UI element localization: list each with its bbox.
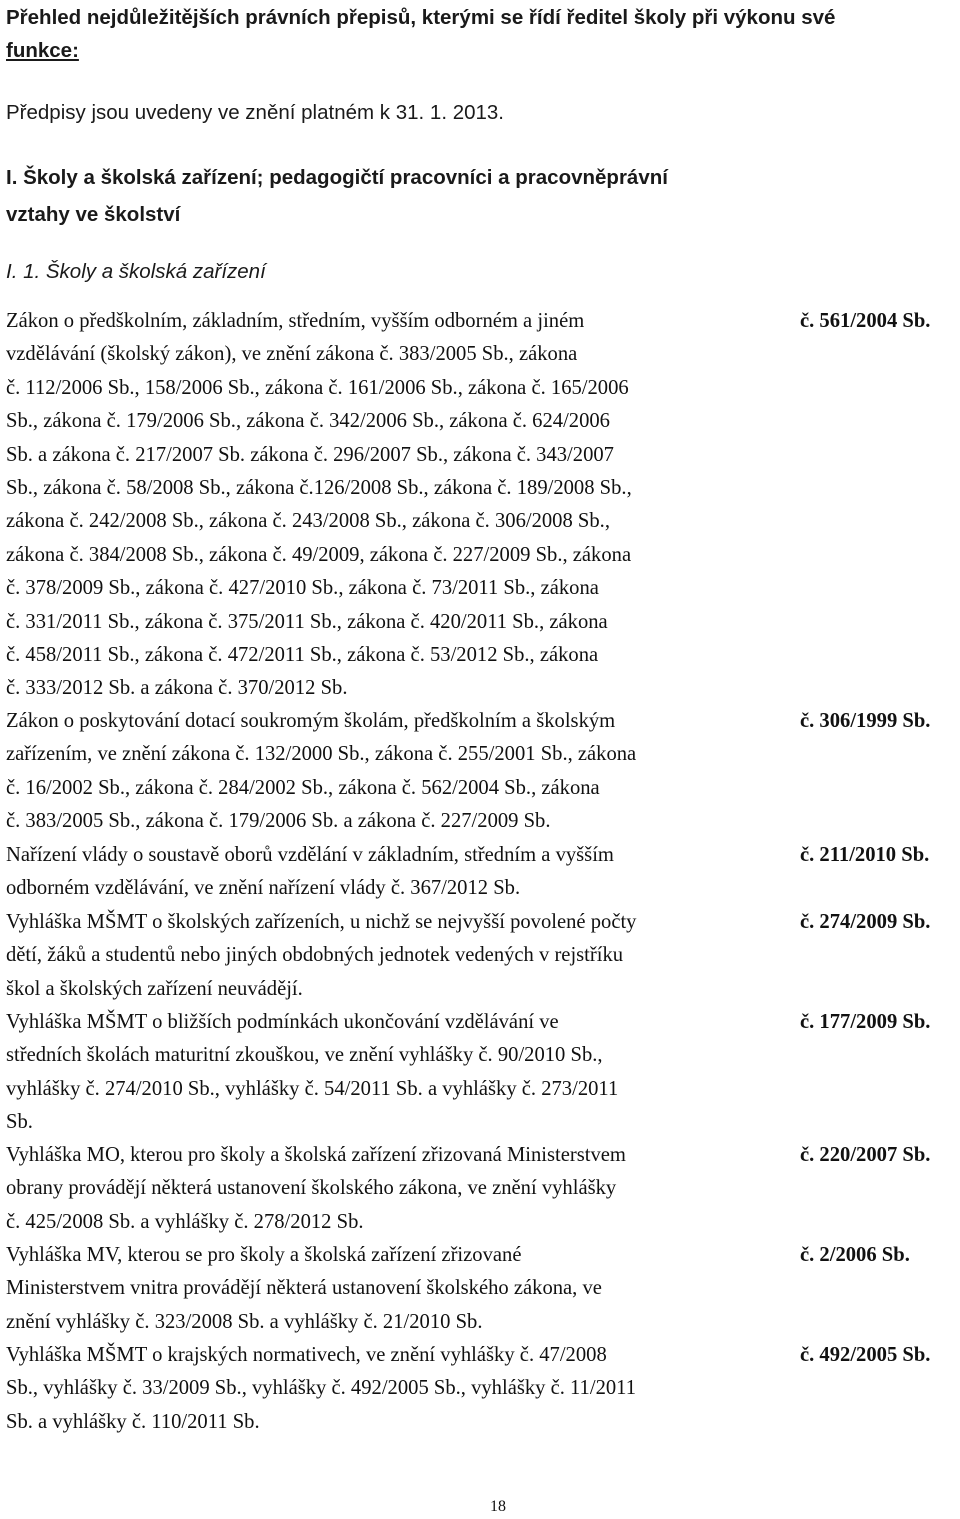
regulation-line: zákona č. 242/2008 Sb., zákona č. 243/2008 Sb., zákona č. 306/2008 Sb., [6,510,610,533]
regulation-line: č. 458/2011 Sb., zákona č. 472/2011 Sb., zákona č. 53/2012 Sb., zákona [6,644,599,667]
regulation-line: Sb., zákona č. 179/2006 Sb., zákona č. 342/2006 Sb., zákona č. 624/2006 [6,410,610,433]
page-heading-line-1: Přehled nejdůležitějších právních přepisů, kterými se řídí ředitel školy při výkonu své [6,6,836,29]
regulation-line: Zákon o poskytování dotací soukromým školám, předškolním a školským [6,710,616,732]
regulation-line: Sb., vyhlášky č. 33/2009 Sb., vyhlášky č. 492/2005 Sb., vyhlášky č. 11/2011 [6,1377,636,1400]
regulation-line: Ministerstvem vnitra provádějí některá ustanovení školského zákona, ve [6,1277,602,1300]
regulation-line: vyhlášky č. 274/2010 Sb., vyhlášky č. 54/2011 Sb. a vyhlášky č. 273/2011 [6,1077,619,1100]
regulation-line: znění vyhlášky č. 323/2008 Sb. a vyhlášky č. 21/2010 Sb. [6,1310,483,1333]
regulation-text-3 [6,839,786,906]
regulation-line: č. 16/2002 Sb., zákona č. 284/2002 Sb., zákona č. 562/2004 Sb., zákona [6,776,600,799]
regulation-line: obrany provádějí některá ustanovení školského zákona, ve znění vyhlášky [6,1177,617,1200]
regulation-line: středních školách maturitní zkouškou, ve znění vyhlášky č. 90/2010 Sb., [6,1044,603,1067]
regulation-line: č. 331/2011 Sb., zákona č. 375/2011 Sb., zákona č. 420/2011 Sb., zákona [6,610,608,633]
regulation-line: č. 333/2012 Sb. a zákona č. 370/2012 Sb. [6,677,348,700]
regulation-line: Sb., zákona č. 58/2008 Sb., zákona č.126/2008 Sb., zákona č. 189/2008 Sb., [6,477,632,500]
regulation-line: Sb. a vyhlášky č. 110/2011 Sb. [6,1410,260,1433]
regulation-line: Zákon o předškolním, základním, středním, vyšším odborném a jiném [6,310,585,332]
section-title-line-2: vztahy ve školství [6,203,181,226]
page-number: 18 [490,1498,506,1515]
regulation-ref-6: č. 220/2007 Sb. [800,1144,931,1166]
regulation-text-1 [6,305,786,706]
page-heading-line-2: funkce: [6,39,79,62]
regulation-line: Vyhláška MŠMT o školských zařízeních, u nichž se nejvyšší povolené počty [6,911,637,933]
regulation-line: Vyhláška MO, kterou pro školy a školská zařízení zřizovaná Ministerstvem [6,1144,626,1166]
regulation-line: č. 112/2006 Sb., 158/2006 Sb., zákona č. 161/2006 Sb., zákona č. 165/2006 [6,376,629,399]
regulation-text-8 [6,1339,786,1439]
regulation-line: č. 425/2008 Sb. a vyhlášky č. 278/2012 Sb. [6,1210,364,1233]
regulation-ref-4: č. 274/2009 Sb. [800,911,931,933]
regulation-line: č. 383/2005 Sb., zákona č. 179/2006 Sb. a zákona č. 227/2009 Sb. [6,810,551,833]
section-title [6,159,866,233]
regulation-line: škol a školských zařízení neuvádějí. [6,977,303,1000]
regulation-line: Sb. a zákona č. 217/2007 Sb. zákona č. 296/2007 Sb., zákona č. 343/2007 [6,443,614,466]
regulation-ref-5: č. 177/2009 Sb. [800,1011,931,1033]
regulation-text-4 [6,906,786,1006]
regulation-line: Nařízení vlády o soustavě oborů vzdělání v základním, středním a vyšším [6,844,614,866]
regulation-line: Vyhláška MV, kterou se pro školy a školská zařízení zřizované [6,1244,522,1266]
regulation-ref-7: č. 2/2006 Sb. [800,1244,910,1266]
validity-note: Předpisy jsou uvedeny ve znění platném k 31. 1. 2013. [6,101,505,124]
regulation-text-7 [6,1239,786,1339]
regulation-line: Sb. [6,1111,33,1134]
regulation-line: zařízením, ve znění zákona č. 132/2000 Sb., zákona č. 255/2001 Sb., zákona [6,743,637,766]
regulation-text-5 [6,1006,786,1140]
regulation-ref-1: č. 561/2004 Sb. [800,310,931,332]
subsection-title: I. 1. Školy a školská zařízení [6,260,266,283]
section-title-line-1: I. Školy a školská zařízení; pedagogičtí pracovníci a pracovněprávní [6,166,668,189]
regulation-ref-2: č. 306/1999 Sb. [800,710,931,732]
regulation-line: odborném vzdělávání, ve znění nařízení vlády č. 367/2012 Sb. [6,877,521,900]
page-heading [6,1,946,67]
regulation-line: Vyhláška MŠMT o bližších podmínkách ukončování vzdělávání ve [6,1011,559,1033]
regulation-text-6 [6,1139,786,1239]
regulation-line: č. 378/2009 Sb., zákona č. 427/2010 Sb., zákona č. 73/2011 Sb., zákona [6,577,599,600]
regulation-text-2 [6,705,786,839]
regulation-ref-8: č. 492/2005 Sb. [800,1344,931,1366]
regulation-ref-3: č. 211/2010 Sb. [800,844,930,866]
regulation-line: Vyhláška MŠMT o krajských normativech, ve znění vyhlášky č. 47/2008 [6,1344,607,1366]
regulation-line: zákona č. 384/2008 Sb., zákona č. 49/2009, zákona č. 227/2009 Sb., zákona [6,543,632,566]
regulation-line: vzdělávání (školský zákon), ve znění zákona č. 383/2005 Sb., zákona [6,343,578,366]
regulation-line: dětí, žáků a studentů nebo jiných obdobných jednotek vedených v rejstříku [6,944,624,967]
